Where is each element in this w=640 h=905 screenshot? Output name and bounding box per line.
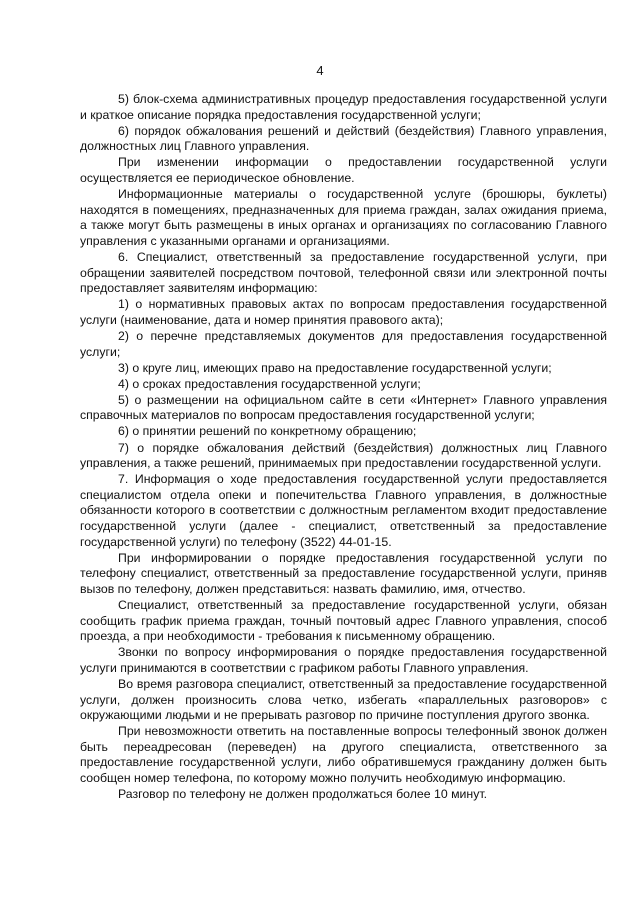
paragraph: 6) о принятии решений по конкретному обращению; [118,424,417,439]
paragraph: Информационные материалы о государственной услуге (брошюры, буклеты) находятся в помещениях, предназначенных для приема граждан, залах ожидания приема, а также могут быть размещены в иных органах и организациях по согласованию Главного управления с указанными органами и организациями. [80,187,607,248]
paragraph: 3) о круге лиц, имеющих право на предоставление государственной услуги; [118,360,552,375]
paragraph: Разговор по телефону не должен продолжаться более 10 минут. [118,787,488,802]
paragraph: 1) о нормативных правовых актах по вопросам предоставления государственной услуги (наименование, дата и номер принятия правового акта); [80,297,607,327]
paragraph: При изменении информации о предоставлении государственной услуги осуществляется ее периодическое обновление. [80,155,607,185]
document-body [80,92,607,803]
paragraph: 6) порядок обжалования решений и действий (бездействия) Главного управления, должностных лиц Главного управления. [80,123,607,154]
paragraph: Во время разговора специалист, ответственный за предоставление государственной услуги, должен произносить слова четко, избегать «параллельных разговоров» с окружающими людьми и не прерывать разговор по причине поступления другого звонка. [80,676,607,723]
paragraph: 7. Информация о ходе предоставления государственной услуги предоставляется специалистом отдела опеки и попечительства Главного управления, в должностные обязанности которого в соответствии с должностным регламентом входит предоставление государственной услуги (далее - специалист, ответственный за предоставление государственной услуги) по телефону (3522) 44-01-15. [80,472,607,549]
paragraph: 7) о порядке обжалования действий (бездействия) должностных лиц Главного управления, а также решений, принимаемых при предоставлении государственной услуги. [80,440,607,471]
paragraph: При невозможности ответить на поставленные вопросы телефонный звонок должен быть переадресован (переведен) на другого специалиста, ответственного за предоставление государственной услуги, либо обратившемуся гражданину должен быть сообщен номер телефона, по которому можно получить необходимую информацию. [80,724,607,786]
page-number: 4 [316,63,324,78]
paragraph: 6. Специалист, ответственный за предоставление государственной услуги, при обращении заявителей посредством почтовой, телефонной связи или электронной почты предоставляет заявителям информацию: [80,249,607,296]
paragraph: Специалист, ответственный за предоставление государственной услуги, обязан сообщить график приема граждан, точный почтовый адрес Главного управления, способ проезда, а при необходимости - требования к письменному обращению. [80,598,607,644]
paragraph: Звонки по вопросу информирования о порядке предоставления государственной услуги принимаются в соответствии с графиком работы Главного управления. [80,645,607,675]
paragraph: 2) о перечне представляемых документов для предоставления государственной услуги; [80,328,607,359]
paragraph: 4) о сроках предоставления государственной услуги; [118,376,421,391]
paragraph: 5) блок-схема административных процедур предоставления государственной услуги и краткое описание порядка предоставления государственной услуги; [80,92,607,122]
paragraph: 5) о размещении на официальном сайте в сети «Интернет» Главного управления справочных материалов по вопросам предоставления государственной услуги; [80,392,607,423]
paragraph: При информировании о порядке предоставления государственной услуги по телефону специалист, ответственный за предоставление государственной услуги, приняв вызов по телефону, должен представиться: назвать фамилию, имя, отчество. [80,550,607,596]
